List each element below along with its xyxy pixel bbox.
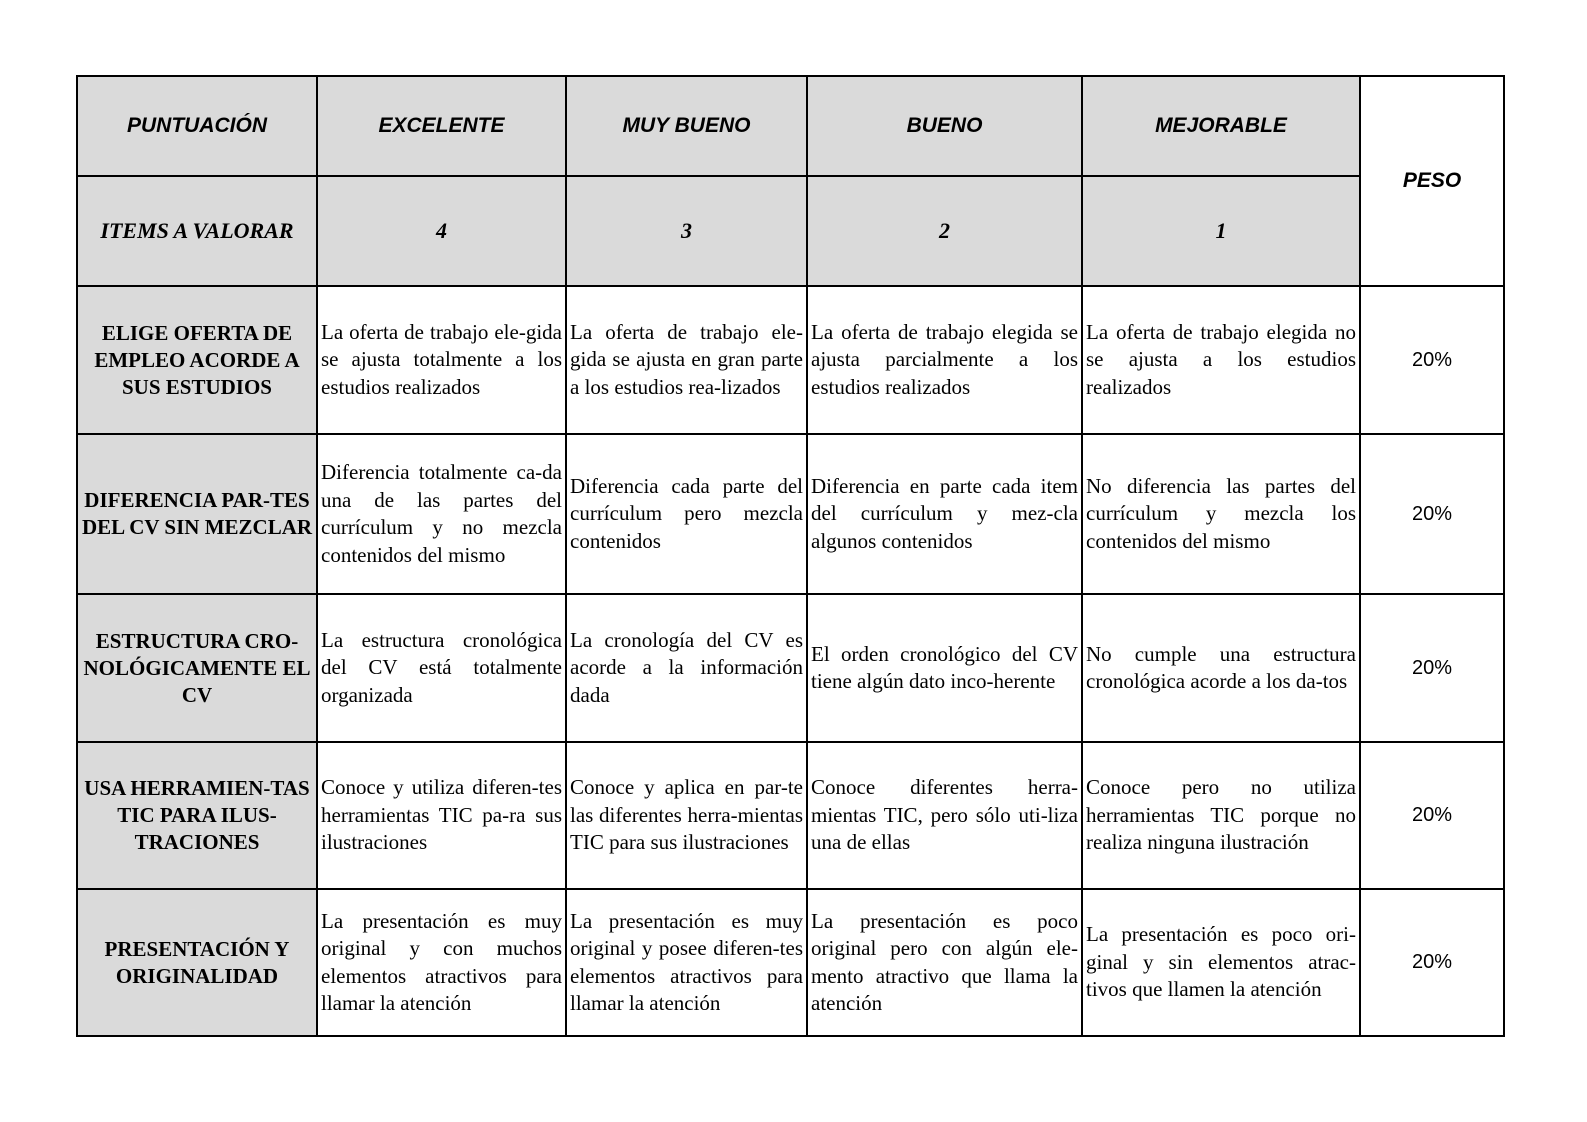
weight-value: 20% bbox=[1360, 889, 1504, 1036]
table-row bbox=[77, 889, 1504, 1036]
item-label: USA HERRAMIEN-TAS TIC PARA ILUS-TRACIONES bbox=[77, 742, 317, 889]
table-row bbox=[77, 286, 1504, 434]
criterion-bueno: Diferencia en parte cada item del currículum y mez-cla algunos contenidos bbox=[807, 434, 1082, 594]
header-row-scores bbox=[77, 176, 1504, 286]
header-items-a-valorar: ITEMS A VALORAR bbox=[77, 176, 317, 286]
criterion-excelente: Diferencia totalmente ca-da una de las partes del currículum y no mezcla contenidos del mismo bbox=[317, 434, 566, 594]
criterion-excelente: Conoce y utiliza diferen-tes herramientas TIC pa-ra sus ilustraciones bbox=[317, 742, 566, 889]
criterion-mejorable: La oferta de trabajo elegida no se ajusta a los estudios realizados bbox=[1082, 286, 1360, 434]
criterion-muy-bueno: La presentación es muy original y posee diferen-tes elementos atractivos para llamar la atención bbox=[566, 889, 807, 1036]
header-peso: PESO bbox=[1360, 76, 1504, 286]
criterion-excelente: La oferta de trabajo ele-gida se ajusta totalmente a los estudios realizados bbox=[317, 286, 566, 434]
criterion-muy-bueno: Diferencia cada parte del currículum pero mezcla contenidos bbox=[566, 434, 807, 594]
criterion-bueno: Conoce diferentes herra-mientas TIC, pero sólo uti-liza una de ellas bbox=[807, 742, 1082, 889]
criterion-bueno: La oferta de trabajo elegida se ajusta parcialmente a los estudios realizados bbox=[807, 286, 1082, 434]
weight-value: 20% bbox=[1360, 434, 1504, 594]
criterion-muy-bueno: La cronología del CV es acorde a la información dada bbox=[566, 594, 807, 742]
criterion-excelente: La estructura cronológica del CV está totalmente organizada bbox=[317, 594, 566, 742]
table-row bbox=[77, 742, 1504, 889]
score-mejorable: 1 bbox=[1082, 176, 1360, 286]
criterion-mejorable: Conoce pero no utiliza herramientas TIC porque no realiza ninguna ilustración bbox=[1082, 742, 1360, 889]
weight-value: 20% bbox=[1360, 742, 1504, 889]
criterion-mejorable: La presentación es poco ori-ginal y sin elementos atrac-tivos que llamen la atención bbox=[1082, 889, 1360, 1036]
header-row-levels bbox=[77, 76, 1504, 176]
header-puntuacion: PUNTUACIÓN bbox=[77, 76, 317, 176]
criterion-muy-bueno: Conoce y aplica en par-te las diferentes herra-mientas TIC para sus ilustraciones bbox=[566, 742, 807, 889]
header-level-mejorable: MEJORABLE bbox=[1082, 76, 1360, 176]
item-label: PRESENTACIÓN Y ORIGINALIDAD bbox=[77, 889, 317, 1036]
score-excelente: 4 bbox=[317, 176, 566, 286]
header-level-bueno: BUENO bbox=[807, 76, 1082, 176]
weight-value: 20% bbox=[1360, 286, 1504, 434]
criterion-mejorable: No diferencia las partes del currículum y mezcla los contenidos del mismo bbox=[1082, 434, 1360, 594]
criterion-bueno: El orden cronológico del CV tiene algún dato inco-herente bbox=[807, 594, 1082, 742]
item-label: DIFERENCIA PAR-TES DEL CV SIN MEZCLAR bbox=[77, 434, 317, 594]
table-row bbox=[77, 594, 1504, 742]
item-label: ESTRUCTURA CRO-NOLÓGICAMENTE EL CV bbox=[77, 594, 317, 742]
criterion-excelente: La presentación es muy original y con muchos elementos atractivos para llamar la atención bbox=[317, 889, 566, 1036]
criterion-muy-bueno: La oferta de trabajo ele-gida se ajusta en gran parte a los estudios rea-lizados bbox=[566, 286, 807, 434]
header-level-excelente: EXCELENTE bbox=[317, 76, 566, 176]
evaluation-rubric-table bbox=[76, 75, 1505, 1037]
table-row bbox=[77, 434, 1504, 594]
item-label: ELIGE OFERTA DE EMPLEO ACORDE A SUS ESTUDIOS bbox=[77, 286, 317, 434]
criterion-mejorable: No cumple una estructura cronológica acorde a los da-tos bbox=[1082, 594, 1360, 742]
criterion-bueno: La presentación es poco original pero con algún ele-mento atractivo que llama la atención bbox=[807, 889, 1082, 1036]
score-muy-bueno: 3 bbox=[566, 176, 807, 286]
weight-value: 20% bbox=[1360, 594, 1504, 742]
header-level-muy-bueno: MUY BUENO bbox=[566, 76, 807, 176]
score-bueno: 2 bbox=[807, 176, 1082, 286]
